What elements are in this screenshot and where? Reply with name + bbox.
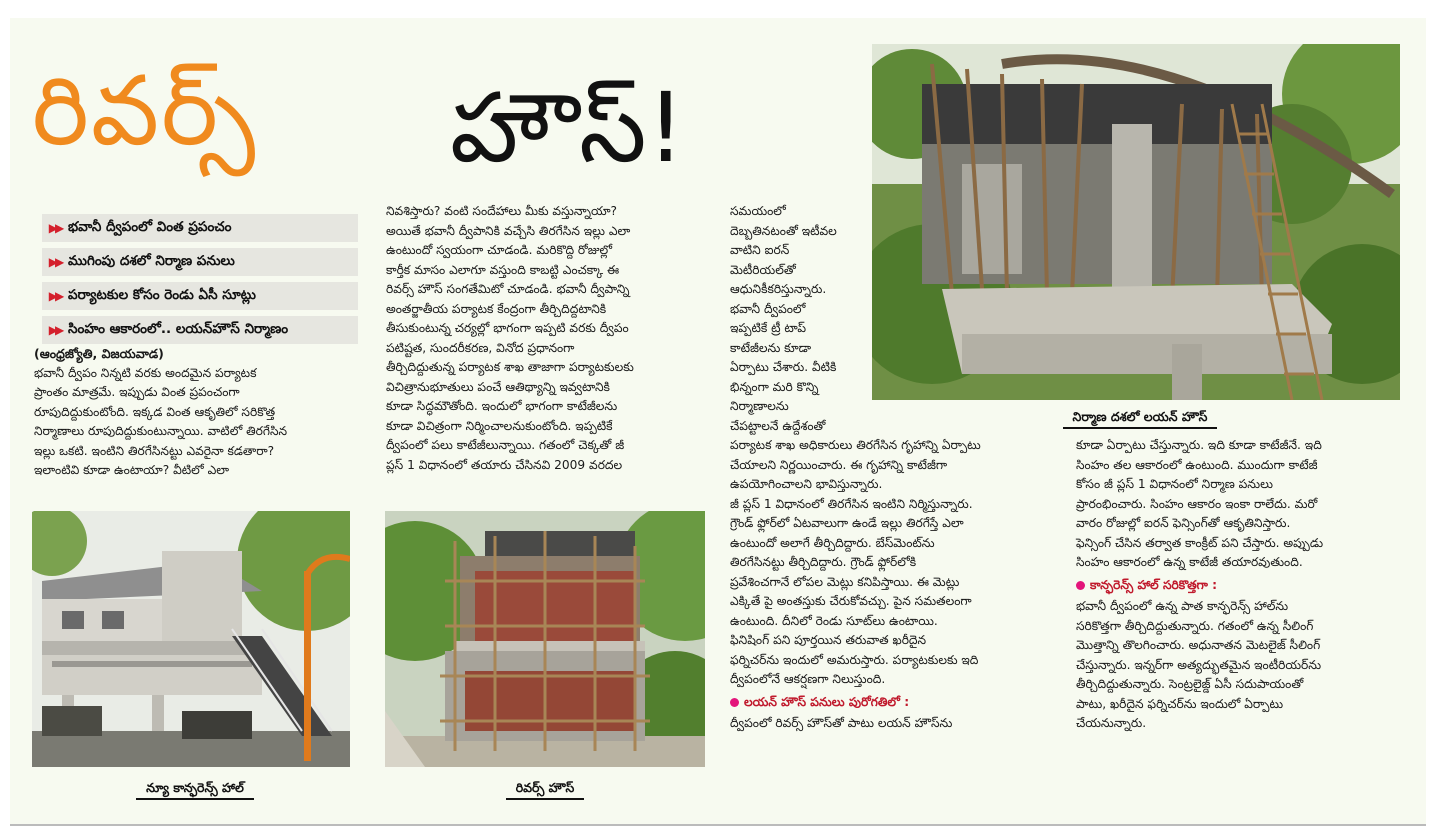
double-arrow-icon: ▶▶ (48, 289, 62, 303)
subheading-text: లయన్ హౌస్ పనులు పురోగతిలో : (744, 694, 910, 709)
double-arrow-icon: ▶▶ (48, 323, 62, 337)
article-paragraph: నివశిస్తారు? వంటి సందేహాలు మీకు వస్తున్నాయా? అయితే భవానీ ద్వీపానికి వచ్చేసి తిరగేసిన ఇల్లు ఎలా ఉంటుందో స్వయంగా చూడండి. మరికొద్ది రోజుల్లో కార్తీక మాసం ఎలాగూ వస్తుంది కాబట్టి ఎంచక్కా ఈ రివర్స్ హౌస్ సంగతేమిటో చూడండి. భవానీ ద్వీపాన్ని అంతర్జాతీయ పర్యాటక కేంద్రంగా తీర్చిదిద్దటానికి తీసుకుంటున్న చర్యల్లో భాగంగా ఇప్పటి వరకు ద్వీపం పటిష్టత, సుందరీకరణ, వినోద ప్రధానంగా తీర్చిదిద్దుతున్న పర్యాటక శాఖ తాజాగా పర్యాటకులకు విచిత్రానుభూతులు పంచే ఆతిథ్యాన్ని ఇవ్వటానికి కూడా సిద్ధమౌతోంది. ఇందులో భాగంగా కాటేజీలను కూడా విచిత్రంగా నిర్మించాలనుకుంటోంది. ఇప్పటికే ద్వీపంలో పలు కాటేజీలున్నాయి. గతంలో చెక్కతో జీ ప్లస్ 1 విధానంలో తయారు చేసినవి 2009 వరదల (386, 204, 634, 472)
double-arrow-icon: ▶▶ (48, 221, 62, 235)
article-paragraph: భవానీ ద్వీపం నిన్నటి వరకు అందమైన పర్యాటక ప్రాంతం మాత్రమే. ఇప్పుడు వింత ప్రపంచంగా రూపుదిద్దుకుంటోంది. ఇక్కడ వింత ఆకృతిలో సరికొత్త నిర్మాణాలు రూపుదిద్దుకుంటున్నాయి. వాటిలో తిరగేసిన ఇల్లు ఒకటి. ఇంటిని తిరగేసినట్టు ఎవరైనా కడతారా? ఇలాంటివి కూడా ఉంటాయా? వీటిలో ఎలా (34, 365, 288, 477)
conference-hall-caption: న్యూ కాన్ఫరెన్స్ హాల్ (70, 780, 320, 802)
lion-house-caption: నిర్మాణ దశలో లయన్ హౌస్ (1010, 409, 1270, 431)
highlights-list (42, 214, 358, 350)
headline-part-2: హౌస్! (450, 72, 685, 184)
article-paragraph: పర్యాటక శాఖ అధికారులు తిరగేసిన గృహాన్ని ఏర్పాటు చేయాలని నిర్ణయించారు. ఈ గృహాన్ని కాటేజీగా ఉపయోగించాలని భావిస్తున్నారు. జీ ప్లస్ 1 విధానంలో తిరగేసిన ఇంటిని నిర్మిస్తున్నారు. గ్రౌండ్ ఫ్లోర్‌లో ఏటవాలుగా ఉండే ఇల్లు తిరగేస్తే ఎలా ఉంటుందో అలాగే తీర్చిదిద్దారు. బేస్‌మెంట్‌ను తిరగేసినట్టు తీర్చిదిద్దారు. గ్రౌండ్ ఫ్లోర్‌లోకి ప్రవేశించగానే లోపల మెట్లు కనిపిస్తాయి. ఈ మెట్లు ఎక్కితే పై అంతస్తుకు చేరుకోవచ్చు. పైన సమతలంగా ఉంటుంది. దీనిలో రెండు సూట్‌లు ఉంటాయి. ఫినిషింగ్ పని పూర్తయిన తరువాత ఖరీదైన ఫర్నిచర్‌ను ఇందులో అమరుస్తారు. పర్యాటకులకు ఇది ద్వీపంలోనే ఆకర్షణగా నిలుస్తుంది. (730, 438, 981, 686)
highlight-item (42, 282, 358, 310)
highlight-item (42, 214, 358, 242)
highlight-text: సింహం ఆకారంలో.. లయన్‌హౌస్ నిర్మాణం (68, 320, 289, 337)
article-column-4 (1076, 436, 1410, 734)
conference-hall-photo (32, 511, 350, 767)
article-column-2 (386, 202, 716, 475)
article-paragraph: సమయంలో దెబ్బతినటంతో ఇటీవల వాటిని ఐరన్ మెటీరియల్‌తో ఆధునికీకరిస్తున్నారు. భవానీ ద్వీపంలో ఇప్పటికే ట్రీ టాప్ కాటేజీలను కూడా ఏర్పాటు చేశారు. వీటికి భిన్నంగా మరి కొన్ని నిర్మాణాలను చేపట్టాలనే ఉద్దేశంతో (730, 204, 837, 433)
conference-hall-illustration (32, 511, 350, 767)
article-column-3 (730, 436, 1066, 734)
newspaper-page (10, 18, 1426, 826)
headline-part-1: రివర్స్ (32, 55, 258, 167)
reverse-house-illustration (385, 511, 705, 767)
subheading-lion-house (730, 693, 1066, 713)
lion-house-photo (872, 44, 1400, 400)
article-column-1 (34, 344, 364, 481)
highlight-text: పర్యాటకుల కోసం రెండు ఏసీ సూట్లు (68, 286, 256, 303)
double-arrow-icon: ▶▶ (48, 255, 62, 269)
dateline: (ఆంధ్రజ్యోతి, విజయవాడ) (34, 346, 164, 361)
subheading-text: కాన్ఫరెన్స్ హాల్ సరికొత్తగా : (1090, 577, 1218, 592)
highlight-text: ముగింపు దశలో నిర్మాణ పనులు (68, 252, 235, 269)
subheading-conference-hall (1076, 576, 1410, 596)
article-paragraph: భవానీ ద్వీపంలో ఉన్న పాత కాన్ఫరెన్స్ హాల్‌ను సరికొత్తగా తీర్చిదిద్దుతున్నారు. గతంలో ఉన్న సీలింగ్ మొత్తాన్ని తొలగించారు. అధునాతన మెటలైజ్ సీలింగ్ చేస్తున్నారు. ఇన్నర్‌గా అత్యద్భుతమైన ఇంటీరియర్‌ను తీర్చిదిద్దుతున్నారు. సెంట్రలైజ్డ్ ఏసీ సదుపాయంతో పాటు, ఖరీదైన ఫర్నిచర్‌ను ఇందులో ఏర్పాటు చేయనున్నారు. (1076, 599, 1322, 730)
article-paragraph: ద్వీపంలో రివర్స్ హౌస్‌తో పాటు లయన్ హౌస్‌ను (730, 716, 953, 730)
article-column-3-narrow (730, 202, 880, 436)
article-paragraph: కూడా ఏర్పాటు చేస్తున్నారు. ఇది కూడా కాటేజీనే. ఇది సింహం తల ఆకారంలో ఉంటుంది. ముందుగా కాటేజీ కోసం జీ ప్లస్ 1 విధానంలో నిర్మాణ పనులు ప్రారంభించారు. సింహం ఆకారం ఇంకా రాలేదు. మరో వారం రోజుల్లో ఐరన్ ఫెన్సింగ్‌తో ఆకృతినిస్తారు. ఫెన్సింగ్ చేసిన తర్వాత కాంక్రీట్ పని చేస్తారు. అప్పుడు సింహం ఆకారంలో ఉన్న కాటేజీ తయారవుతుంది. (1076, 438, 1324, 569)
bullet-dot-icon (1076, 581, 1085, 590)
highlight-item (42, 248, 358, 276)
highlight-item (42, 316, 358, 344)
highlight-text: భవానీ ద్వీపంలో వింత ప్రపంచం (68, 218, 232, 235)
bullet-dot-icon (730, 698, 739, 707)
lion-house-illustration (872, 44, 1400, 400)
reverse-house-photo (385, 511, 705, 767)
reverse-house-caption: రివర్స్ హౌస్ (430, 780, 660, 802)
